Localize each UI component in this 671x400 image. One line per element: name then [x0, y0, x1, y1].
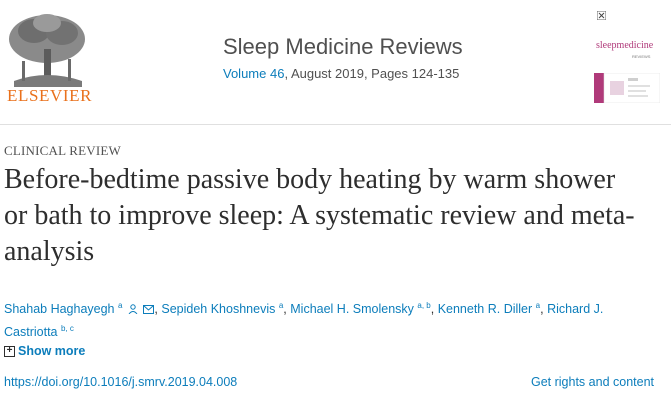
author-name[interactable]: Michael H. Smolensky [290, 302, 414, 317]
show-more-button[interactable] [4, 344, 85, 358]
article-type-label: CLINICAL REVIEW [4, 143, 121, 158]
person-icon[interactable] [128, 304, 138, 314]
close-icon[interactable] [597, 11, 606, 20]
author-name[interactable]: Shahab Haghayegh [4, 302, 115, 317]
author-name[interactable]: Kenneth R. Diller [437, 302, 533, 317]
cover-brand-text: sleepmedicine [596, 40, 654, 51]
journal-info [223, 34, 463, 81]
author-affiliation[interactable]: a [278, 301, 284, 310]
author-affiliation[interactable]: a, b [417, 301, 431, 310]
volume-link[interactable]: Volume 46 [223, 66, 285, 81]
publisher-wordmark: ELSEVIER [7, 86, 93, 105]
issue-line [223, 66, 463, 81]
journal-title[interactable]: Sleep Medicine Reviews [223, 34, 463, 59]
show-more-label: Show more [18, 344, 86, 358]
doi-link[interactable]: https://doi.org/10.1016/j.smrv.2019.04.008 [4, 375, 238, 389]
author-separator: , [283, 302, 291, 317]
mail-icon[interactable] [143, 305, 154, 314]
author-affiliation[interactable]: a [118, 301, 123, 310]
author-affiliation[interactable]: b, c [60, 324, 74, 334]
article-title: Before-bedtime passive body heating by warm shower or bath to improve sleep: A systematic review and meta-analysis [4, 164, 635, 267]
journal-cover-image[interactable] [594, 73, 660, 103]
author-name[interactable]: Richard J. Castriotta [4, 302, 604, 340]
author-list [4, 296, 644, 342]
rights-link[interactable]: Get rights and content [531, 375, 654, 389]
author-separator: , [154, 302, 162, 317]
author-affiliation[interactable]: a [535, 301, 541, 310]
author-separator: , [430, 302, 438, 317]
author-name[interactable]: Sepideh Khoshnevis [161, 302, 276, 317]
cover-subtitle: REVIEWS [632, 54, 651, 59]
issue-details: , August 2019, Pages 124-135 [284, 66, 460, 81]
plus-box-icon: + [4, 346, 15, 357]
author-separator: , [540, 302, 548, 317]
header-divider [0, 124, 671, 125]
